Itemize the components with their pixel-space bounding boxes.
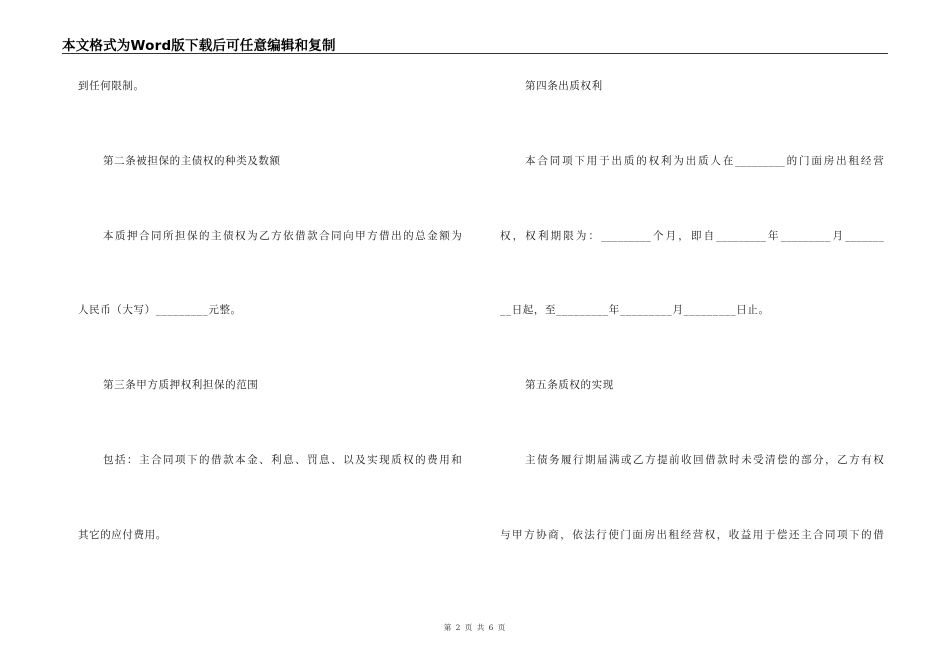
body-line: 主债务履行期届满或乙方提前收回借款时未受清偿的部分，乙方有权 (525, 454, 884, 466)
right-column (500, 0, 884, 672)
section-heading: 第四条出质权利 (525, 80, 603, 92)
body-line: __日起，至_________年_________月_________日止。 (500, 304, 770, 316)
body-line: 包括：主合同项下的借款本金、利息、罚息、以及实现质权的费用和 (103, 454, 462, 466)
section-heading: 第三条甲方质押权利担保的范围 (103, 379, 259, 391)
body-line: 本合同项下用于出质的权利为出质人在_________的门面房出租经营 (525, 155, 884, 167)
body-line: 人民币（大写）_________元整。 (78, 304, 242, 316)
body-line: 权，权利期限为：_________个月，即自_________年_________月_______ (500, 230, 884, 242)
left-column (78, 0, 462, 672)
header-title: 本文格式为Word版下载后可任意编辑和复制 (62, 38, 336, 54)
page-number: 第 2 页 共 6 页 (443, 623, 507, 632)
section-heading: 第二条被担保的主债权的种类及数额 (103, 155, 281, 167)
section-heading: 第五条质权的实现 (525, 379, 614, 391)
body-line: 本质押合同所担保的主债权为乙方依借款合同向甲方借出的总金额为 (103, 230, 462, 242)
body-line: 到任何限制。 (78, 80, 145, 92)
body-line: 其它的应付费用。 (78, 529, 167, 541)
body-line: 与甲方协商，依法行使门面房出租经营权，收益用于偿还主合同项下的借 (500, 529, 884, 541)
